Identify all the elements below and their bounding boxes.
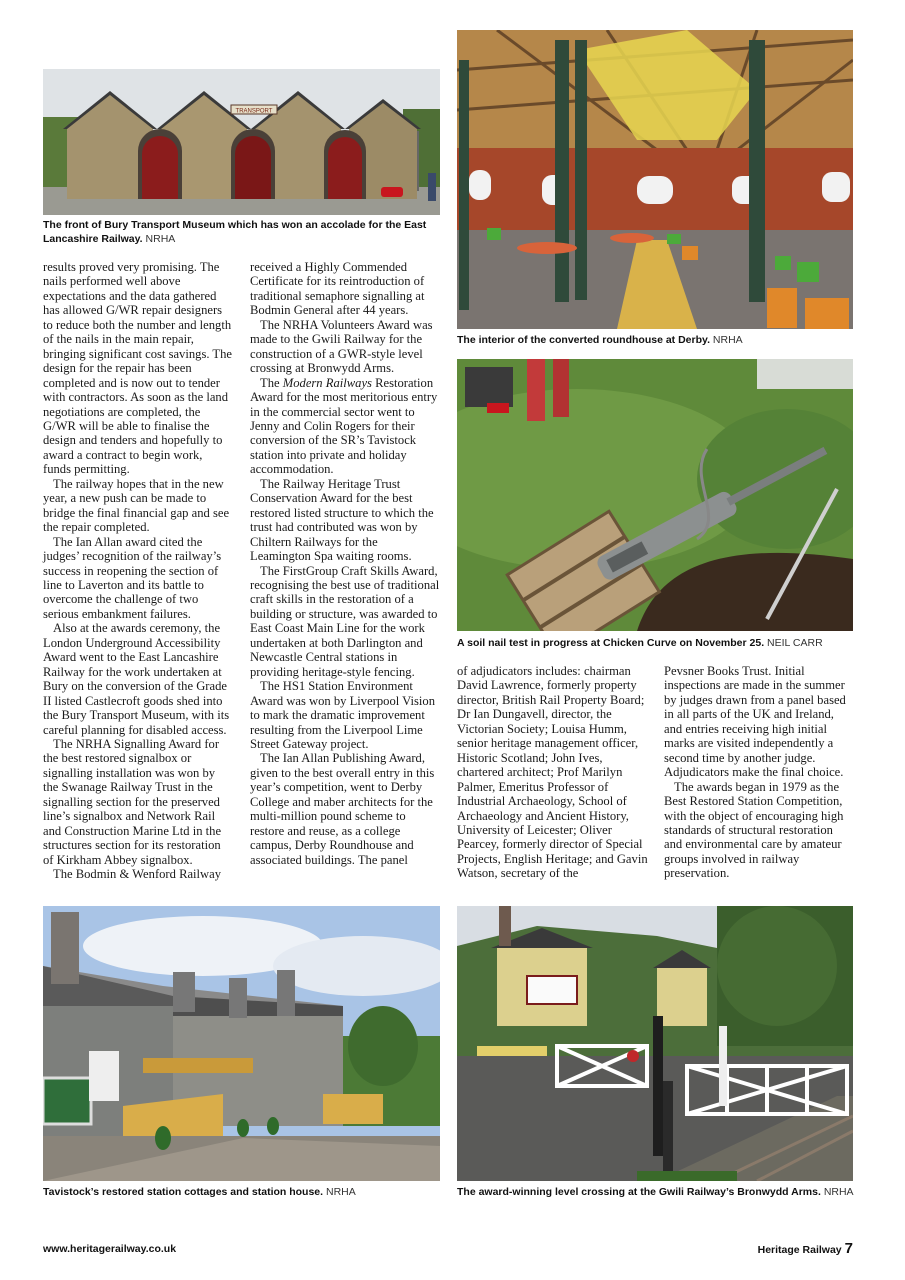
article-paragraph: The FirstGroup Craft Skills Award, recognising the best use of traditional craft skills in the restoration of a building or structure, was awarded to East Coast Main Line for the work undertaken at both Darlington and Newcastle Central stations in providing heritage-style fencing. bbox=[250, 563, 440, 679]
caption-credit: NRHA bbox=[326, 1186, 356, 1198]
article-paragraph: The Railway Heritage Trust Conservation Award for the best restored listed structure to which the trust had contributed was won by Chiltern Railways for the Leamington Spa waiting rooms. bbox=[250, 476, 434, 564]
article-paragraph: The railway hopes that in the new year, a new push can be made to bridge the final financial gap and see the repair completed. bbox=[43, 476, 230, 535]
derby-roundhouse-caption bbox=[457, 333, 853, 347]
article-paragraph: The NRHA Signalling Award for the best restored signalbox or signalling installation was won by the Swanage Railway Trust in the signalling section for the preserved line’s signalbox and Network Rail and Construction Marine Ltd in the structures section for its restoration of Kirkham Abbey signalbox. bbox=[43, 736, 222, 867]
bury-museum-photo bbox=[43, 69, 440, 215]
caption-credit: NRHA bbox=[145, 233, 176, 245]
article-paragraph bbox=[250, 376, 440, 477]
article-column-3 bbox=[457, 664, 649, 881]
article-paragraph: The NRHA Volunteers Award was made to the Gwili Railway for the construction of a GWR-style level crossing at Bronwydd Arms. bbox=[250, 317, 433, 376]
article-text: Restoration Award for the most meritorious entry in the commercial sector went to Jenny and Colin Rogers for their conversion of the SR’s Tavistock station into private and holiday accommodation. bbox=[250, 375, 438, 477]
footer-url[interactable]: www.heritagerailway.co.uk bbox=[43, 1243, 177, 1255]
soil-nail-test-caption bbox=[457, 636, 853, 650]
caption-text: Tavistock’s restored station cottages and station house. bbox=[43, 1186, 324, 1198]
article-paragraph: Also at the awards ceremony, the London Underground Accessibility Award went to the East Lancashire Railway for the work undertaken at Bury on the conversion of the Grade II listed Castlecroft goods shed into the Bury Transport Museum, with its careful planning for disabled access. bbox=[43, 621, 230, 737]
museum-sign: TRANSPORT bbox=[235, 108, 273, 115]
derby-roundhouse-photo bbox=[457, 30, 853, 329]
article-paragraph: The Ian Allan Publishing Award, given to the best overall entry in this year’s competition, went to Derby College and maber architects for the multi-million pound scheme to restore and reuse, as a college campus, Derby Roundhouse and associated buildings. The panel bbox=[250, 751, 435, 867]
tavistock-station-photo bbox=[43, 906, 440, 1181]
caption-text: The award-winning level crossing at the Gwili Railway’s Bronwydd Arms. bbox=[457, 1186, 821, 1198]
article-paragraph: The awards began in 1979 as the Best Restored Station Competition, with the object of encouraging high standards of structural restoration and environmental care by amateur groups involved in railway preservation. bbox=[664, 779, 844, 881]
tavistock-station-caption bbox=[43, 1185, 441, 1199]
caption-text: A soil nail test in progress at Chicken Curve on November 25. bbox=[457, 637, 765, 649]
article-paragraph: received a Highly Commended Certificate for its reintroduction of traditional semaphore signalling at Bodmin General after 44 years. bbox=[250, 260, 425, 318]
article-paragraph: The Bodmin & Wenford Railway bbox=[53, 867, 222, 882]
article-paragraph: Pevsner Books Trust. Initial inspections are made in the summer by judges drawn from a panel based in all parts of the UK and Ireland, and entries receiving high initial marks are visited independently a second time by another judge. Adjudicators make the final choice. bbox=[664, 664, 846, 780]
article-paragraph: The Ian Allan award cited the judges’ recognition of the railway’s success in reopening the section of line to Laverton and its battle to overcome the challenge of two serious embankment failures. bbox=[43, 534, 222, 621]
footer-magazine bbox=[758, 1240, 853, 1257]
article-text: The bbox=[260, 375, 283, 390]
article-paragraph: results proved very promising. The nails performed well above expectations and the data gathered has allowed G/WR repair designers to reduce both the number and length of the nails in the main repair, bringing significant cost savings. The design for the repair has been completed and is now out to tender with contractors. As soon as the land negotiations are completed, the G/WR will be able to finalise the design and tenders and hopefully to award a contract to begin work, funds permitting. bbox=[43, 260, 232, 477]
gwili-level-crossing-caption bbox=[457, 1185, 855, 1199]
publication-title: Modern Railways bbox=[282, 375, 372, 390]
bury-museum-caption bbox=[43, 218, 441, 246]
article-column-1 bbox=[43, 260, 233, 881]
caption-text: The interior of the converted roundhouse at Derby. bbox=[457, 334, 710, 346]
article-column-4 bbox=[664, 664, 854, 881]
caption-credit: NEIL CARR bbox=[767, 637, 823, 649]
article-paragraph: The HS1 Station Environment Award was won by Liverpool Vision to mark the dramatic improvement resulting from the Liverpool Lime Street Gateway project. bbox=[250, 679, 435, 751]
caption-text: The front of Bury Transport Museum which has won an accolade for the East Lancashire Railway. bbox=[43, 219, 427, 245]
caption-credit: NRHA bbox=[823, 1186, 854, 1198]
page-number: 7 bbox=[844, 1240, 853, 1257]
caption-credit: NRHA bbox=[712, 334, 743, 346]
article-column-2 bbox=[250, 260, 440, 867]
soil-nail-test-photo bbox=[457, 359, 853, 631]
article-paragraph: of adjudicators includes: chairman David Lawrence, formerly property director, British Rail Property Board; Dr Ian Dungavell, director, the Victorian Society; Louisa Humm, senior heritage management officer, Historic Scotland; John Ives, chartered architect; Prof Marilyn Palmer, Emeritus Professor of Industrial Archaeology, School of Archaeology and Ancient History, University of Leicester; Oliver Pearcey, formerly director of Special Projects, English Heritage; and Gavin Watson, secretary of the bbox=[457, 664, 648, 881]
gwili-level-crossing-photo bbox=[457, 906, 853, 1181]
magazine-name: Heritage Railway bbox=[757, 1244, 842, 1256]
